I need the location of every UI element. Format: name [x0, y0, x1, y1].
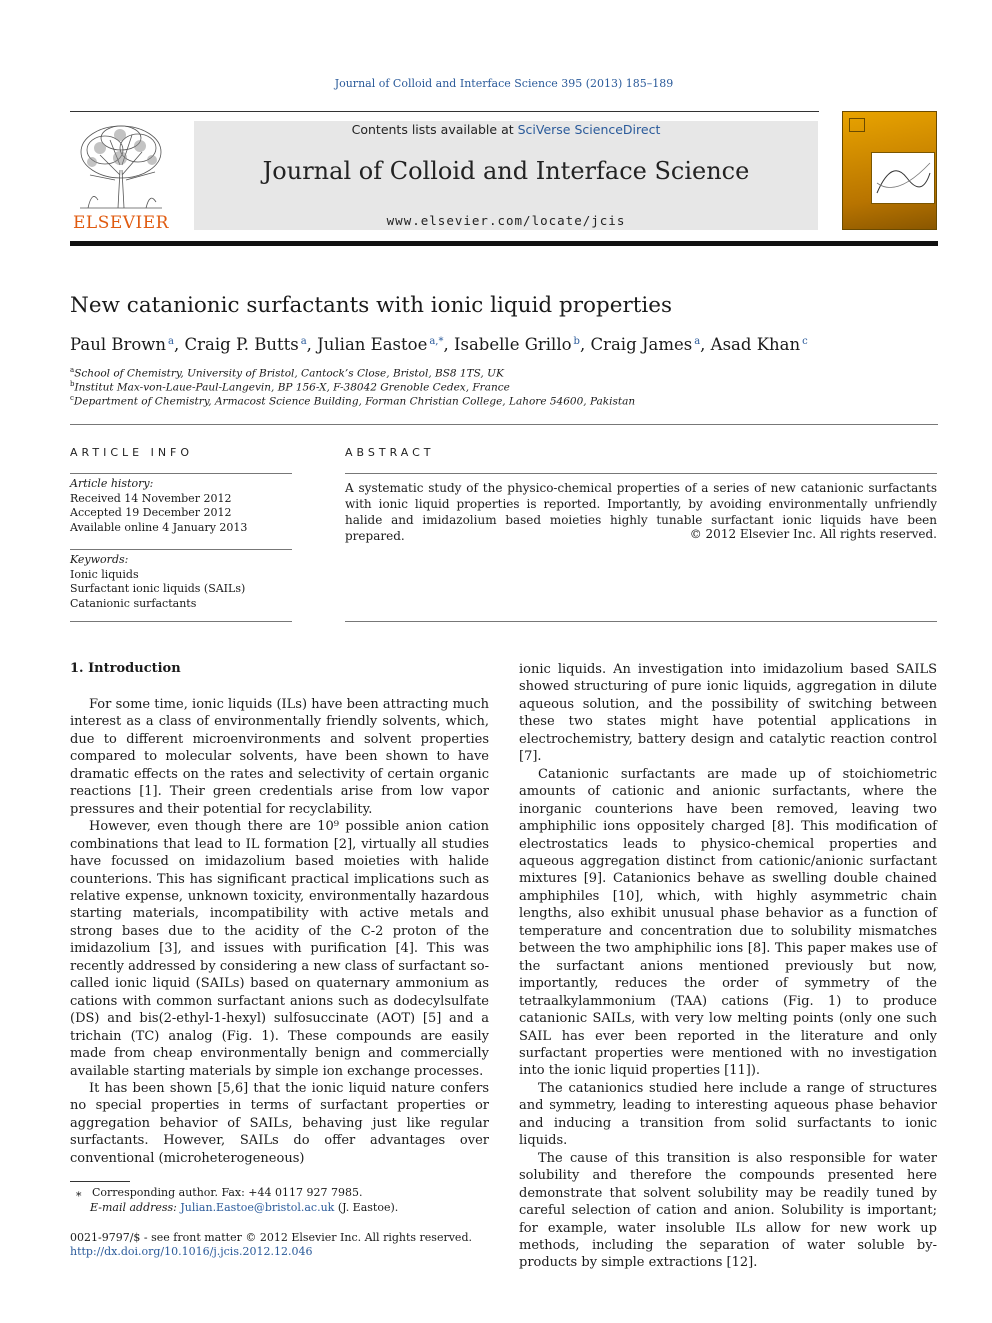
corresponding-text: Corresponding author. Fax: +44 0117 927 7985. — [92, 1186, 363, 1199]
paragraph: Catanionic surfactants are made up of stoichiometric amounts of cationic and anionic surfactants, where the inorganic counterions have been removed, leaving two amphiphilic ions oppositely charged [8]. This modification of electrostatics leads to physico-chemical properties and aqueous aggregation distinct from cationic/anionic surfactant mixtures [9]. Catanionics behave as swelling double chained amphiphiles [10], which, with highly asymmetric chain lengths, also exhibit unusual phase behavior as a function of temperature and concentration due to solubility mismatches between the two amphiphilic ions [8]. This paper makes use of the surfactant anions mentioned previously but now, importantly, reduces the order of symmetry of the tetraalkylammonium (TAA) cations (Fig. 1) to produce catanionic SAILs, with very low melting points (only one such SAIL has ever been reported in the literature and only surfactant properties were mentioned with no investigation into the ionic liquid properties [11]). — [519, 766, 937, 1079]
journal-cover-thumbnail — [842, 111, 937, 230]
author-list: Paul Brown $^a$, Craig P. Butts $^a$, Julian Eastoe $^{a,*}$, Isabelle Grillo $^b$, Craig James $^a$, Asad Khan $^c$ — [70, 335, 808, 354]
info-rule — [70, 473, 292, 474]
abstract-copyright: © 2012 Elsevier Inc. All rights reserved. — [689, 527, 937, 541]
journal-citation[interactable]: Journal of Colloid and Interface Science 395 (2013) 185–189 — [334, 77, 674, 90]
article-history — [70, 477, 292, 535]
paragraph: The cause of this transition is also responsible for water solubility and therefore the compounds presented here demonstrate that solvent solubility may be readily tuned by careful selection of cation and anion. Solubility is important; for example, water insoluble ILs allow for new work up methods, including the separation of water soluble by-products by simple extractions [12]. — [519, 1150, 937, 1271]
author-sup[interactable]: a — [694, 335, 701, 347]
footnote-mark: ⁎ — [76, 1186, 82, 1199]
article-info-heading: ARTICLE INFO — [70, 446, 194, 459]
left-column — [70, 696, 489, 1167]
abstract-text: A systematic study of the physico-chemical properties of a series of new catanionic surfactants with ionic liquid properties is reported. Importantly, by avoiding environmentally unfriendly halide and imidazolium based moieties highly tunable surfactant ionic liquids have been prepared. — [345, 481, 937, 543]
header-thick-rule — [70, 241, 938, 246]
author-sup[interactable]: a,* — [429, 335, 444, 347]
doi-link[interactable]: http://dx.doi.org/10.1016/j.jcis.2012.12.046 — [70, 1245, 313, 1258]
paragraph: For some time, ionic liquids (ILs) have been attracting much interest as a class of environmentally friendly solvents, which, due to different microenvironments and solvent properties compared to molecular solvents, have been shown to have dramatic effects on the rates and selectivity of certain organic reactions [1]. Their green credentials arise from low vapor pressures and their potential for recyclability. — [70, 697, 489, 817]
right-column — [519, 661, 937, 1272]
paragraph: The catanionics studied here include a range of structures and symmetry, leading to interesting aqueous phase behavior and inducing a transition from solid surfactants to ionic liquids. — [519, 1080, 937, 1149]
issn-line: 0021-9797/$ - see front matter © 2012 Elsevier Inc. All rights reserved. — [70, 1231, 472, 1244]
author: Craig James — [590, 335, 693, 354]
abstract-rule — [345, 621, 937, 622]
paragraph: It has been shown [5,6] that the ionic liquid nature confers no special properties in terms of surfactant properties or aggregation behavior of SAILs, behaving just like regular surfactants. However, SAILs do offer advantages over conventional (microheterogeneous) — [70, 1080, 489, 1166]
email-link[interactable]: Julian.Eastoe@bristol.ac.uk — [180, 1201, 335, 1214]
affiliation-text: School of Chemistry, University of Bristol, Cantock’s Close, Bristol, BS8 1TS, UK — [74, 367, 504, 380]
author: Julian Eastoe — [317, 335, 428, 354]
email-note — [90, 1200, 398, 1215]
keyword: Ionic liquids — [70, 567, 139, 581]
affiliation — [70, 380, 510, 394]
section-heading: 1. Introduction — [70, 661, 181, 676]
affiliation-sup: c — [70, 394, 74, 402]
paragraph: ionic liquids. An investigation into imidazolium based SAILS showed structuring of pure ionic liquids, aggregation in dilute aqueous solution, and the possibility of switching between these two states might have potential applications in electrochemistry, battery design and catalytic reaction control [7]. — [519, 662, 937, 765]
received-date: Received 14 November 2012 — [70, 491, 232, 505]
corresponding-author-note — [76, 1185, 363, 1200]
abstract-heading: ABSTRACT — [345, 446, 435, 459]
info-rule — [70, 621, 292, 622]
author: Paul Brown — [70, 335, 167, 354]
info-rule — [70, 549, 292, 550]
affiliation — [70, 366, 504, 380]
affiliation-text: Institut Max-von-Laue-Paul-Langevin, BP 156-X, F-38042 Grenoble Cedex, France — [74, 381, 510, 394]
contents-line — [194, 122, 818, 137]
author-sup[interactable]: c — [802, 335, 808, 347]
affiliation-text: Department of Chemistry, Armacost Science Building, Forman Christian College, Lahore 54600, Pakistan — [73, 395, 636, 408]
paragraph: However, even though there are 10⁹ possible anion cation combinations that lead to IL formation [2], virtually all studies have focussed on imidazolium based moieties with halide counterions. This has significant practical implications such as relative expense, unknown toxicity, environmentally hazardous starting materials, incompatibility with active metals and strong bases due to the acidity of the C-2 proton of the imidazolium [3], and issues with purification [4]. This was recently addressed by considering a new class of surfactant so-called ionic liquid (SAILs) based on quaternary ammonium as cations with common surfactant anions such as dodecylsulfate (DS) and bis(2-ethyl-1-hexyl) sulfosuccinate (AOT) [5] and a trichain (TC) analog (Fig. 1). These compounds are easily made from cheap environmentally benign and commercially available starting materials by simple ion exchange processes. — [70, 819, 489, 1079]
sciencedirect-link[interactable]: SciVerse ScienceDirect — [517, 122, 661, 137]
cover-figure-icon — [871, 152, 935, 204]
accepted-date: Accepted 19 December 2012 — [70, 506, 232, 519]
email-label: E-mail address: — [90, 1201, 177, 1214]
paper-title: New catanionic surfactants with ionic liquid properties — [70, 293, 673, 318]
author: Asad Khan — [710, 335, 801, 354]
affiliation-sup: a — [70, 366, 75, 374]
author: Craig P. Butts — [184, 335, 299, 354]
keyword: Catanionic surfactants — [70, 596, 197, 610]
keywords — [70, 553, 292, 611]
journal-url[interactable]: www.elsevier.com/locate/jcis — [386, 213, 626, 228]
history-label: Article history: — [70, 477, 154, 490]
affiliation-sup: b — [70, 380, 75, 388]
keyword: Surfactant ionic liquids (SAILs) — [70, 582, 246, 595]
author-sup[interactable]: a — [168, 335, 175, 347]
online-date: Available online 4 January 2013 — [70, 520, 248, 534]
footnote-rule — [70, 1181, 130, 1182]
affiliation-rule — [70, 424, 938, 425]
affiliation — [70, 394, 635, 408]
header-rule — [70, 111, 819, 112]
author-sup[interactable]: b — [573, 335, 580, 347]
email-suffix: (J. Eastoe). — [337, 1201, 399, 1214]
cover-logo-icon — [849, 118, 865, 132]
elsevier-wordmark: ELSEVIER — [73, 213, 169, 233]
journal-title: Journal of Colloid and Interface Science — [262, 157, 750, 185]
author-sup[interactable]: a — [300, 335, 307, 347]
abstract-rule — [345, 473, 937, 474]
author: Isabelle Grillo — [453, 335, 572, 354]
contents-prefix: Contents lists available at — [351, 122, 518, 137]
keywords-label: Keywords: — [70, 553, 129, 566]
